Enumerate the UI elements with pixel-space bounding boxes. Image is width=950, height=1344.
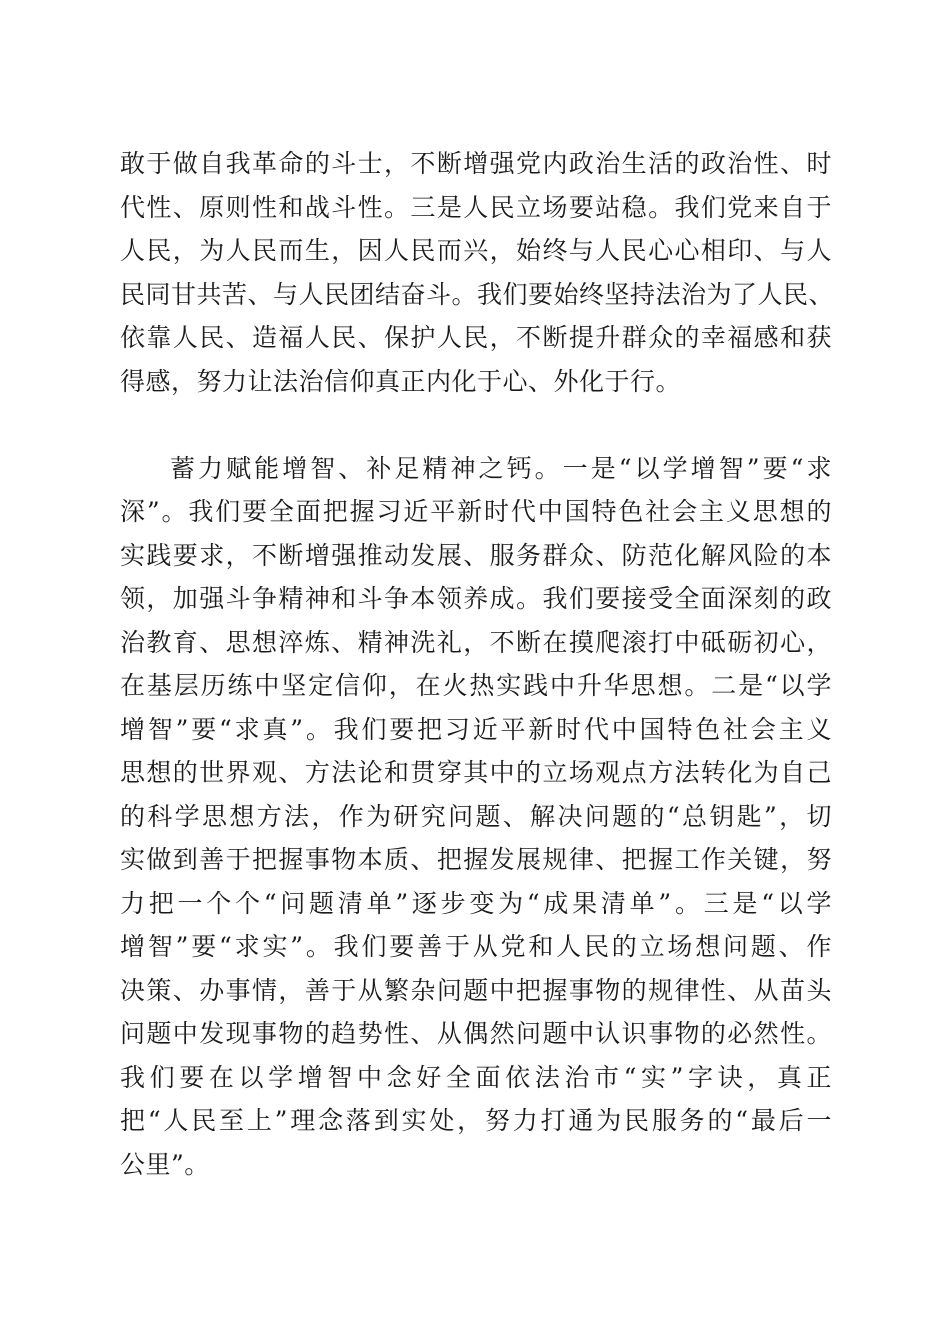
paragraph-line: 领，加强斗争精神和斗争本领养成。我们要接受全面深刻的政 [120,584,832,613]
paragraph-line: 蓄力赋能增智、补足精神之钙。一是“以学增智”要“求 [170,453,832,483]
paragraph-line: 力把一个个“问题清单”逐步变为“成果清单”。三是“以学 [120,888,832,918]
paragraph-line: 敢于做自我革命的斗士，不断增强党内政治生活的政治性、时 [120,149,832,178]
paragraph-line: 得感，努力让法治信仰真正内化于心、外化于行。 [120,366,682,396]
paragraph-line: 增智”要“求实”。我们要善于从党和人民的立场想问题、作 [120,932,832,961]
paragraph-line: 思想的世界观、方法论和贯穿其中的立场观点方法转化为自己 [120,758,832,787]
paragraph-line: 深”。我们要全面把握习近平新时代中国特色社会主义思想的 [120,497,832,526]
paragraph-line: 依靠人民、造福人民、保护人民，不断提升群众的幸福感和获 [120,323,832,352]
paragraph-line: 治教育、思想淬炼、精神洗礼，不断在摸爬滚打中砥砺初心， [120,627,832,657]
paragraph-line: 公里”。 [120,1149,210,1179]
paragraph-line: 实做到善于把握事物本质、把握发展规律、把握工作关键，努 [120,845,832,874]
paragraph-line: 增智”要“求真”。我们要把习近平新时代中国特色社会主义 [120,714,832,744]
paragraph-line: 在基层历练中坚定信仰，在火热实践中升华思想。二是“以学 [120,671,832,700]
paragraph-line: 人民，为人民而生，因人民而兴，始终与人民心心相印、与人 [120,236,832,265]
paragraph-line: 把“人民至上”理念落到实处，努力打通为民服务的“最后一 [120,1106,832,1135]
paragraph-2 [120,447,832,1187]
paragraph-line: 民同甘共苦、与人民团结奋斗。我们要始终坚持法治为了人民、 [120,279,835,309]
paragraph-line: 我们要在以学增智中念好全面依法治市“实”字诀，真正 [120,1062,832,1092]
paragraph-line: 代性、原则性和战斗性。三是人民立场要站稳。我们党来自于 [120,192,832,222]
paragraph-line: 决策、办事情，善于从繁杂问题中把握事物的规律性、从苗头 [120,975,832,1005]
paragraph-line: 的科学思想方法，作为研究问题、解决问题的“总钥匙”，切 [120,801,832,831]
paragraph-line: 问题中发现事物的趋势性、从偶然问题中认识事物的必然性。 [120,1019,832,1048]
paragraph-1 [120,142,835,403]
paragraph-line: 实践要求，不断增强推动发展、服务群众、防范化解风险的本 [120,540,832,570]
